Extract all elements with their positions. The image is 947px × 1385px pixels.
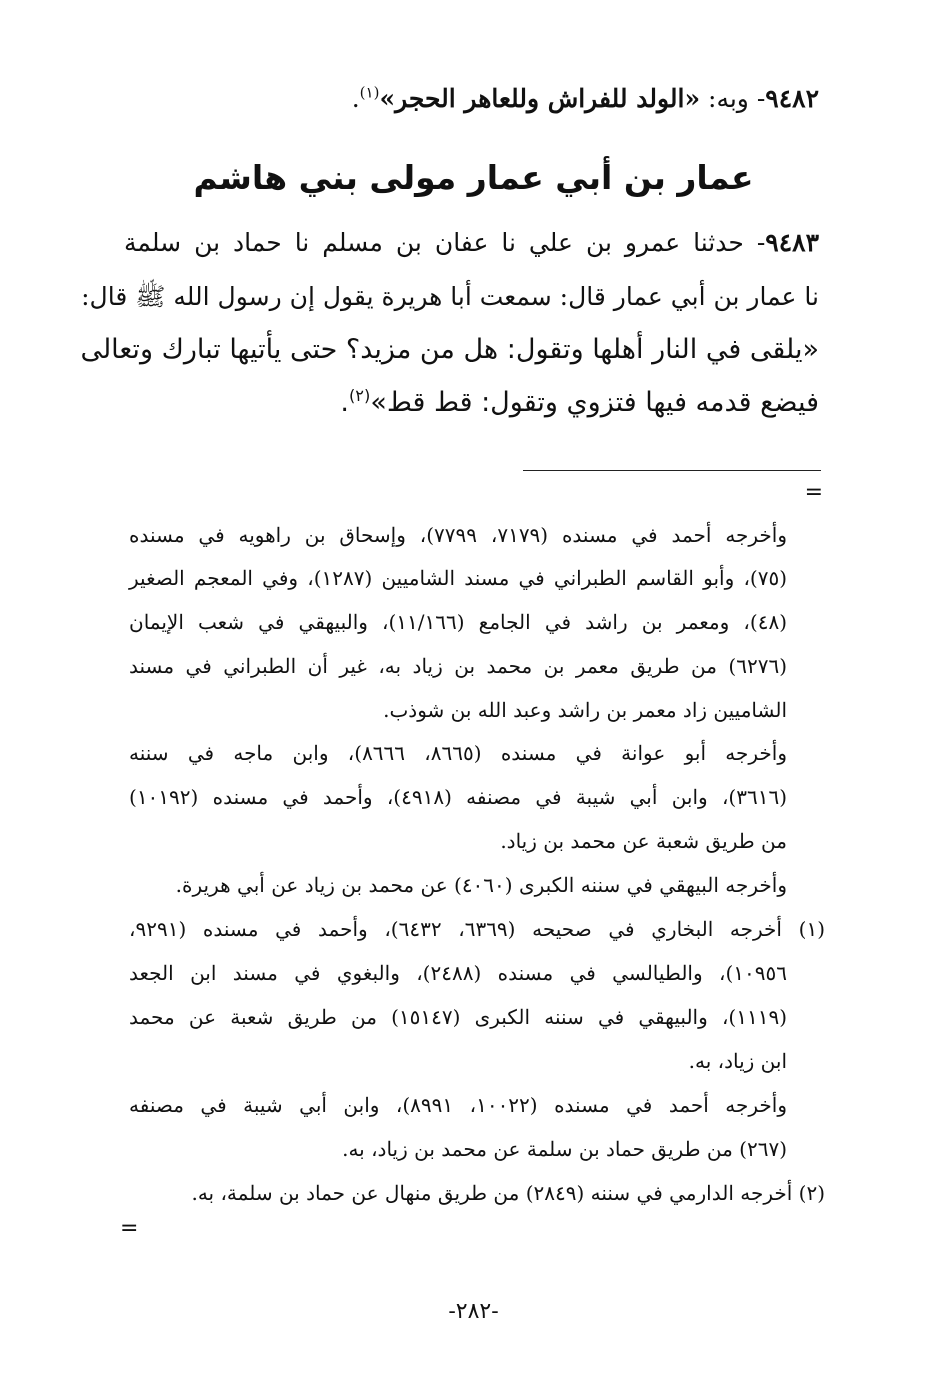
hadith-number: ٩٤٨٣ (765, 228, 819, 257)
footnote-line: (١١١٩)، والبيهقي في سننه الكبرى (١٥١٤٧) من طريق شعبة عن محمد (129, 1005, 788, 1029)
hadith-number: ٩٤٨٢ (765, 84, 819, 113)
continuation-mark-bottom: = (120, 1216, 139, 1241)
hadith-end: . (351, 84, 360, 113)
footnote-ref-1[interactable]: (١) (359, 83, 380, 102)
footnote-2-start: (٢) أخرجه الدارمي في سننه (٢٨٤٩) من طريق منهال عن حماد بن سلمة، به. (191, 1181, 825, 1205)
hadith-text: - حدثنا عمرو بن علي نا عفان بن مسلم نا حماد بن سلمة (124, 228, 766, 257)
page-number: -٢٨٢- (448, 1299, 499, 1324)
footnote-divider (523, 470, 821, 471)
footnote-line: (٦٢٧٦) من طريق معمر بن محمد بن زياد به، غير أن الطبراني في مسند (129, 654, 787, 678)
footnote-line: وأخرجه أحمد في مسنده (١٠٠٢٢، ٨٩٩١)، وابن أبي شيبة في مصنفه (129, 1093, 787, 1117)
footnote-line: من طريق شعبة عن محمد بن زياد. (500, 829, 787, 853)
footnote-line: (٧٥)، وأبو القاسم الطبراني في مسند الشاميين (١٢٨٧)، وفي المعجم الصغير (129, 566, 787, 590)
hadith-quote: «الولد للفراش وللعاهر الحجر» (379, 84, 701, 113)
hadith-9483-line-4 (340, 387, 819, 419)
footnote-line: وأخرجه البيهقي في سننه الكبرى (٤٠٦٠) عن محمد بن زياد عن أبي هريرة. (175, 873, 787, 897)
chapter-title: عمار بن أبي عمار مولى بني هاشم (193, 158, 754, 197)
footnote-line: ١٠٩٥٦)، والطيالسي في مسنده (٢٤٨٨)، والبغوي في مسند ابن الجعد (129, 961, 787, 985)
footnote-line: ابن زياد، به. (688, 1049, 787, 1073)
footnote-line: (٤٨)، ومعمر بن راشد في الجامع (١١/١٦٦)، والبيهقي في شعب الإيمان (129, 610, 787, 634)
footnote-line: وأخرجه أبو عوانة في مسنده (٨٦٦٥، ٨٦٦٦)، وابن ماجه في سننه (129, 741, 787, 765)
footnote-line: الشاميين زاد معمر بن راشد وعبد الله بن شوذب. (383, 698, 787, 722)
hadith-9483-line-1 (124, 228, 819, 258)
hadith-end: . (340, 387, 349, 418)
continuation-mark-top: = (804, 480, 823, 505)
hadith-9483-line-2: نا عمار بن أبي عمار قال: سمعت أبا هريرة يقول إن رسول الله ﷺ قال: (81, 282, 819, 311)
hadith-quote-end: فيضع قدمه فيها فتزوي وتقول: قط قط» (370, 387, 819, 418)
hadith-9483-line-3: «يلقى في النار أهلها وتقول: هل من مزيد؟ حتى يأتيها تبارك وتعالى (80, 334, 819, 365)
footnote-line: (٢٦٧) من طريق حماد بن سلمة عن محمد بن زياد، به. (342, 1137, 787, 1161)
hadith-intro: - وبه: (700, 84, 766, 113)
footnote-ref-2[interactable]: (٢) (348, 386, 371, 405)
footnote-1-start: (١) أخرجه البخاري في صحيحه (٦٣٦٩، ٦٤٣٢)، وأحمد في مسنده (٩٢٩١، (129, 917, 825, 941)
footnote-line: وأخرجه أحمد في مسنده (٧١٧٩، ٧٧٩٩)، وإسحاق بن راهويه في مسنده (129, 523, 788, 547)
footnote-line: (٣٦١٦)، وابن أبي شيبة في مصنفه (٤٩١٨)، وأحمد في مسنده (١٠١٩٢) (129, 785, 787, 809)
hadith-9482 (352, 84, 819, 114)
